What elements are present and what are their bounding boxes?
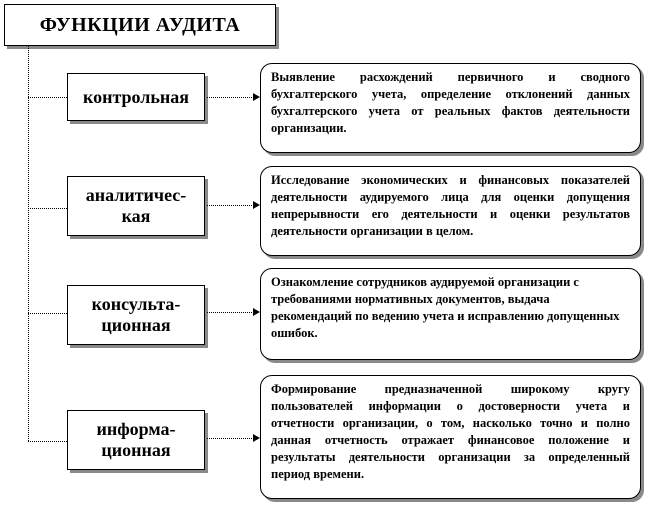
arrow-connector: [207, 205, 254, 206]
function-description-box: [260, 268, 641, 360]
trunk-connector: [28, 45, 29, 441]
function-description-box: [260, 166, 641, 256]
function-description: Исследование экономических и финансовых показателей деятельности аудируемого лица для оценки допущения непрерывности его деятельности и оценки результатов деятельности организации в целом.: [271, 173, 630, 238]
function-box-informational: [67, 410, 205, 470]
function-label: консульта- ционная: [91, 294, 181, 335]
arrow-connector: [207, 438, 254, 439]
arrow-connector: [207, 312, 254, 313]
function-label: аналитичес- кая: [85, 185, 187, 226]
branch-connector: [28, 313, 67, 314]
function-description-box: [260, 63, 641, 153]
function-box-consulting: [67, 285, 205, 345]
branch-connector: [28, 208, 67, 209]
arrowhead-icon: [253, 308, 260, 316]
function-box-control: [67, 73, 205, 121]
function-description-box: [260, 375, 641, 499]
arrowhead-icon: [253, 434, 260, 442]
diagram-title: ФУНКЦИИ АУДИТА: [4, 4, 276, 46]
arrow-connector: [207, 97, 254, 98]
function-description: Ознакомление сотрудников аудируемой организации с требованиями нормативных документов, выдача рекомендаций по ведению учета и исправлению допущенных ошибок.: [271, 275, 620, 340]
arrowhead-icon: [253, 93, 260, 101]
arrowhead-icon: [253, 201, 260, 209]
function-label: контрольная: [82, 86, 190, 107]
branch-connector: [28, 97, 67, 98]
function-description: Формирование предназначенной широкому кругу пользователей информации о достоверности учета и отчетности организации, о том, насколько точно и полно данная отчетность отражает финансовое положение и результаты деятельности организации за определенный период времени.: [271, 382, 630, 481]
branch-connector: [28, 441, 67, 442]
function-box-analytical: [67, 176, 205, 236]
function-description: Выявление расхождений первичного и сводного бухгалтерского учета, определение отклонений данных бухгалтерского учета от реальных фактов деятельности организации.: [271, 70, 630, 135]
function-label: информа- ционная: [96, 419, 176, 460]
